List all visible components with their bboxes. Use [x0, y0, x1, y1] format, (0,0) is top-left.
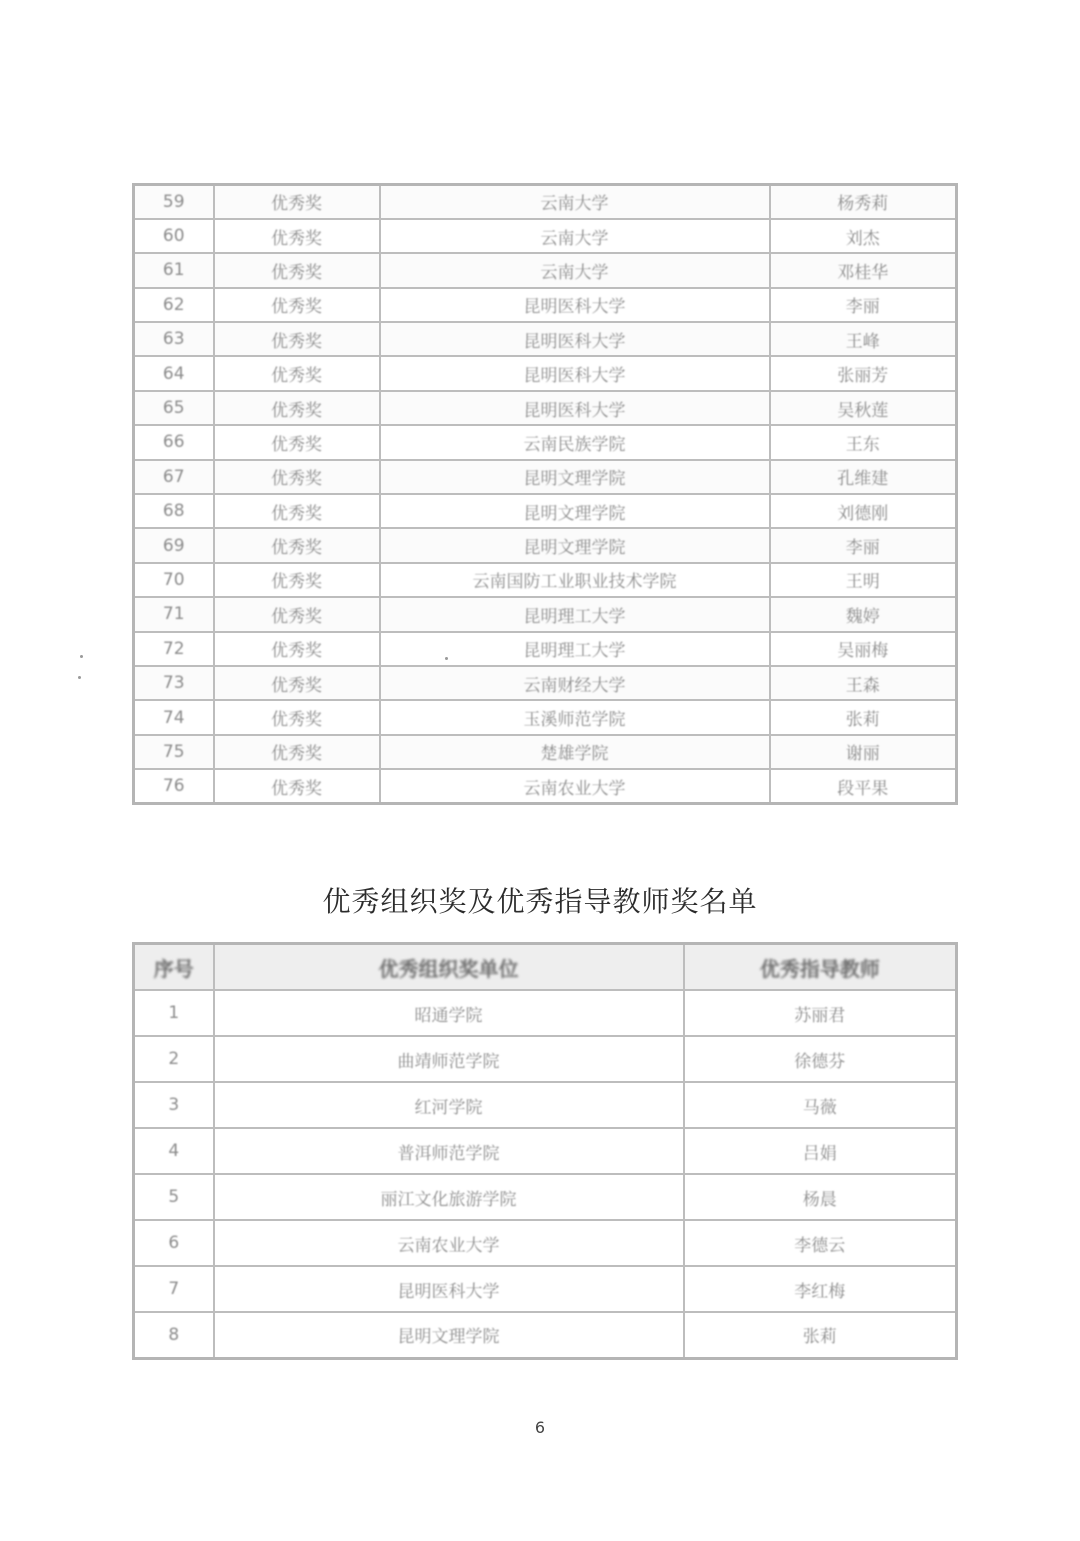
table-row	[134, 1128, 957, 1174]
header-teacher: 优秀指导教师	[684, 944, 957, 991]
award-level	[214, 288, 380, 322]
row-number-text: 63	[162, 329, 185, 350]
row-number-text: 75	[162, 741, 185, 762]
person-name	[770, 700, 957, 734]
table-row	[134, 528, 957, 562]
person-name-text: 王东	[845, 434, 880, 455]
award-level	[214, 769, 380, 803]
table-row	[134, 735, 957, 769]
org-table-body	[134, 990, 957, 1358]
person-name	[770, 769, 957, 803]
row-number	[134, 494, 214, 528]
awards-table-body	[134, 185, 957, 804]
row-number	[134, 735, 214, 769]
organization-name	[214, 1312, 684, 1358]
organization-name	[214, 1266, 684, 1312]
header-org: 优秀组织奖单位	[214, 944, 684, 991]
row-number-text: 1	[168, 1003, 180, 1023]
table-row	[134, 1082, 957, 1128]
award-level	[214, 322, 380, 356]
row-number	[134, 219, 214, 253]
person-name	[770, 288, 957, 322]
org-table-header-row	[134, 944, 957, 991]
organization-name	[214, 1082, 684, 1128]
person-name	[770, 356, 957, 390]
school-name-text: 玉溪师范学院	[523, 710, 626, 731]
row-number-text: 72	[162, 638, 185, 659]
row-number	[134, 632, 214, 666]
person-name	[770, 219, 957, 253]
row-number-text: 74	[162, 707, 185, 728]
row-number	[134, 356, 214, 390]
person-name-text: 段平果	[837, 778, 889, 799]
table-row	[134, 494, 957, 528]
teacher-name-text: 苏丽君	[794, 1005, 846, 1026]
award-level	[214, 666, 380, 700]
award-level	[214, 735, 380, 769]
table-row	[134, 219, 957, 253]
teacher-name	[684, 1036, 957, 1082]
row-number	[134, 288, 214, 322]
award-level	[214, 356, 380, 390]
person-name	[770, 253, 957, 287]
row-number	[134, 425, 214, 459]
award-level-text: 优秀奖	[271, 538, 322, 559]
scan-speck	[445, 657, 448, 660]
row-number	[134, 1220, 214, 1266]
page-number: 6	[534, 1418, 546, 1437]
person-name-text: 吴秋莲	[837, 400, 889, 421]
teacher-name-text: 徐德芬	[794, 1051, 846, 1072]
table-row	[134, 288, 957, 322]
award-level-text: 优秀奖	[271, 434, 322, 455]
row-number	[134, 666, 214, 700]
person-name	[770, 460, 957, 494]
header-no: 序号	[134, 944, 214, 991]
award-level-text: 优秀奖	[271, 366, 322, 387]
teacher-name	[684, 990, 957, 1036]
award-level-text: 优秀奖	[271, 572, 322, 593]
person-name-text: 孔维建	[837, 469, 889, 490]
award-level-text: 优秀奖	[271, 228, 322, 249]
table-row	[134, 1312, 957, 1358]
school-name	[380, 219, 770, 253]
school-name-text: 昆明医科大学	[523, 297, 626, 318]
organization-name	[214, 1128, 684, 1174]
person-name	[770, 528, 957, 562]
row-number	[134, 322, 214, 356]
person-name-text: 王峰	[845, 331, 880, 352]
table-row	[134, 460, 957, 494]
award-level	[214, 425, 380, 459]
school-name-text: 昆明医科大学	[523, 400, 626, 421]
organization-name	[214, 990, 684, 1036]
row-number	[134, 185, 214, 219]
school-name	[380, 253, 770, 287]
teacher-name	[684, 1174, 957, 1220]
row-number-text: 7	[168, 1279, 180, 1299]
row-number-text: 68	[162, 501, 185, 522]
row-number	[134, 769, 214, 803]
person-name-text: 谢丽	[845, 744, 880, 765]
award-level	[214, 219, 380, 253]
row-number	[134, 460, 214, 494]
table-row	[134, 1036, 957, 1082]
row-number-text: 6	[168, 1233, 180, 1253]
row-number-text: 3	[168, 1095, 180, 1115]
organization-name-text: 昆明文理学院	[397, 1327, 500, 1348]
school-name-text: 昆明文理学院	[523, 503, 626, 524]
row-number-text: 62	[162, 294, 185, 315]
table-row	[134, 1174, 957, 1220]
person-name	[770, 185, 957, 219]
row-number-text: 8	[168, 1324, 180, 1345]
row-number	[134, 391, 214, 425]
row-number-text: 4	[168, 1141, 180, 1161]
school-name	[380, 563, 770, 597]
award-level	[214, 528, 380, 562]
award-level-text: 优秀奖	[271, 606, 322, 627]
award-level-text: 优秀奖	[271, 641, 322, 662]
person-name-text: 王森	[845, 675, 880, 696]
table-row	[134, 356, 957, 390]
table-row	[134, 632, 957, 666]
row-number-text: 71	[162, 604, 185, 625]
person-name	[770, 322, 957, 356]
organization-name-text: 昆明医科大学	[397, 1281, 500, 1302]
row-number-text: 70	[162, 569, 185, 590]
row-number-text: 2	[168, 1049, 180, 1069]
award-level	[214, 632, 380, 666]
school-name	[380, 735, 770, 769]
school-name-text: 昆明理工大学	[523, 641, 626, 662]
table-row	[134, 1266, 957, 1312]
person-name-text: 张丽芳	[837, 366, 889, 387]
award-level-text: 优秀奖	[271, 675, 322, 696]
school-name	[380, 632, 770, 666]
person-name-text: 李丽	[845, 538, 880, 559]
row-number	[134, 1266, 214, 1312]
row-number-text: 5	[168, 1187, 180, 1207]
school-name	[380, 666, 770, 700]
organization-name-text: 云南农业大学	[397, 1235, 500, 1256]
table-row	[134, 990, 957, 1036]
award-level-text: 优秀奖	[271, 744, 322, 765]
person-name	[770, 494, 957, 528]
organization-name-text: 普洱师范学院	[397, 1143, 500, 1164]
person-name	[770, 597, 957, 631]
school-name-text: 云南国防工业职业技术学院	[472, 572, 677, 593]
award-level	[214, 391, 380, 425]
award-level-text: 优秀奖	[271, 503, 322, 524]
school-name-text: 昆明医科大学	[523, 366, 626, 387]
table-row	[134, 700, 957, 734]
row-number-text: 61	[162, 260, 185, 281]
school-name-text: 云南大学	[540, 194, 609, 215]
teacher-name	[684, 1266, 957, 1312]
school-name-text: 昆明理工大学	[523, 606, 626, 627]
teacher-name-text: 杨晨	[802, 1189, 837, 1210]
organization-name	[214, 1036, 684, 1082]
organization-name	[214, 1220, 684, 1266]
person-name-text: 刘德刚	[837, 503, 889, 524]
school-name-text: 云南财经大学	[523, 675, 626, 696]
row-number	[134, 528, 214, 562]
person-name	[770, 425, 957, 459]
school-name	[380, 460, 770, 494]
person-name-text: 张莉	[845, 710, 880, 731]
organization-name-text: 丽江文化旅游学院	[380, 1189, 517, 1210]
row-number-text: 64	[162, 363, 185, 384]
person-name	[770, 391, 957, 425]
teacher-name-text: 马薇	[802, 1097, 837, 1118]
school-name	[380, 185, 770, 219]
row-number-text: 67	[162, 466, 185, 487]
person-name-text: 王明	[845, 572, 880, 593]
school-name	[380, 528, 770, 562]
person-name	[770, 563, 957, 597]
award-level-text: 优秀奖	[271, 778, 322, 799]
teacher-name	[684, 1312, 957, 1358]
row-number	[134, 1174, 214, 1220]
school-name-text: 云南大学	[540, 262, 609, 283]
person-name	[770, 666, 957, 700]
row-number-text: 65	[162, 398, 185, 419]
person-name-text: 杨秀莉	[837, 194, 889, 215]
row-number-text: 76	[162, 776, 185, 797]
award-level-text: 优秀奖	[271, 194, 322, 215]
scan-speck	[80, 655, 83, 658]
teacher-name-text: 李红梅	[794, 1281, 846, 1302]
school-name-text: 云南大学	[540, 228, 609, 249]
award-level	[214, 253, 380, 287]
person-name-text: 吴丽梅	[837, 641, 889, 662]
person-name-text: 刘杰	[845, 228, 880, 249]
person-name-text: 李丽	[845, 297, 880, 318]
row-number-text: 60	[162, 226, 185, 247]
row-number-text: 73	[162, 673, 185, 694]
row-number	[134, 1312, 214, 1358]
teacher-name-text: 吕娟	[802, 1143, 837, 1164]
organization-name-text: 红河学院	[414, 1097, 483, 1118]
table-row	[134, 425, 957, 459]
row-number-text: 69	[162, 535, 185, 556]
scan-speck	[78, 676, 81, 679]
row-number-text: 59	[162, 191, 185, 212]
table-row	[134, 391, 957, 425]
row-number	[134, 990, 214, 1036]
org-awards-table	[132, 942, 958, 1360]
school-name	[380, 769, 770, 803]
table-row	[134, 597, 957, 631]
award-level-text: 优秀奖	[271, 400, 322, 421]
row-number	[134, 597, 214, 631]
teacher-name-text: 张莉	[802, 1327, 837, 1348]
table-row	[134, 185, 957, 219]
row-number	[134, 1082, 214, 1128]
table-row	[134, 1220, 957, 1266]
person-name-text: 魏婷	[845, 606, 880, 627]
row-number	[134, 700, 214, 734]
award-level	[214, 700, 380, 734]
award-level	[214, 460, 380, 494]
teacher-name	[684, 1220, 957, 1266]
school-name-text: 昆明文理学院	[523, 469, 626, 490]
teacher-name	[684, 1082, 957, 1128]
organization-name	[214, 1174, 684, 1220]
school-name	[380, 356, 770, 390]
row-number	[134, 1036, 214, 1082]
award-level-text: 优秀奖	[271, 297, 322, 318]
school-name-text: 昆明文理学院	[523, 538, 626, 559]
school-name	[380, 494, 770, 528]
award-level-text: 优秀奖	[271, 710, 322, 731]
table-row	[134, 253, 957, 287]
school-name-text: 楚雄学院	[540, 744, 609, 765]
table-row	[134, 769, 957, 803]
row-number	[134, 563, 214, 597]
row-number	[134, 1128, 214, 1174]
organization-name-text: 曲靖师范学院	[397, 1051, 500, 1072]
award-level	[214, 494, 380, 528]
award-level-text: 优秀奖	[271, 469, 322, 490]
school-name	[380, 425, 770, 459]
school-name-text: 昆明医科大学	[523, 331, 626, 352]
school-name-text: 云南农业大学	[523, 778, 626, 799]
table-row	[134, 666, 957, 700]
award-level-text: 优秀奖	[271, 331, 322, 352]
school-name-text: 云南民族学院	[523, 434, 626, 455]
school-name	[380, 288, 770, 322]
table-row	[134, 563, 957, 597]
award-level-text: 优秀奖	[271, 262, 322, 283]
row-number	[134, 253, 214, 287]
teacher-name	[684, 1128, 957, 1174]
school-name	[380, 322, 770, 356]
school-name	[380, 597, 770, 631]
awards-table	[132, 183, 958, 805]
row-number-text: 66	[162, 432, 185, 453]
person-name	[770, 735, 957, 769]
award-level	[214, 563, 380, 597]
table-row	[134, 322, 957, 356]
section-title: 优秀组织奖及优秀指导教师奖名单	[322, 885, 758, 918]
organization-name-text: 昭通学院	[414, 1005, 483, 1026]
award-level	[214, 597, 380, 631]
award-level	[214, 185, 380, 219]
school-name	[380, 700, 770, 734]
person-name	[770, 632, 957, 666]
person-name-text: 邓桂华	[837, 262, 889, 283]
school-name	[380, 391, 770, 425]
teacher-name-text: 李德云	[794, 1235, 846, 1256]
